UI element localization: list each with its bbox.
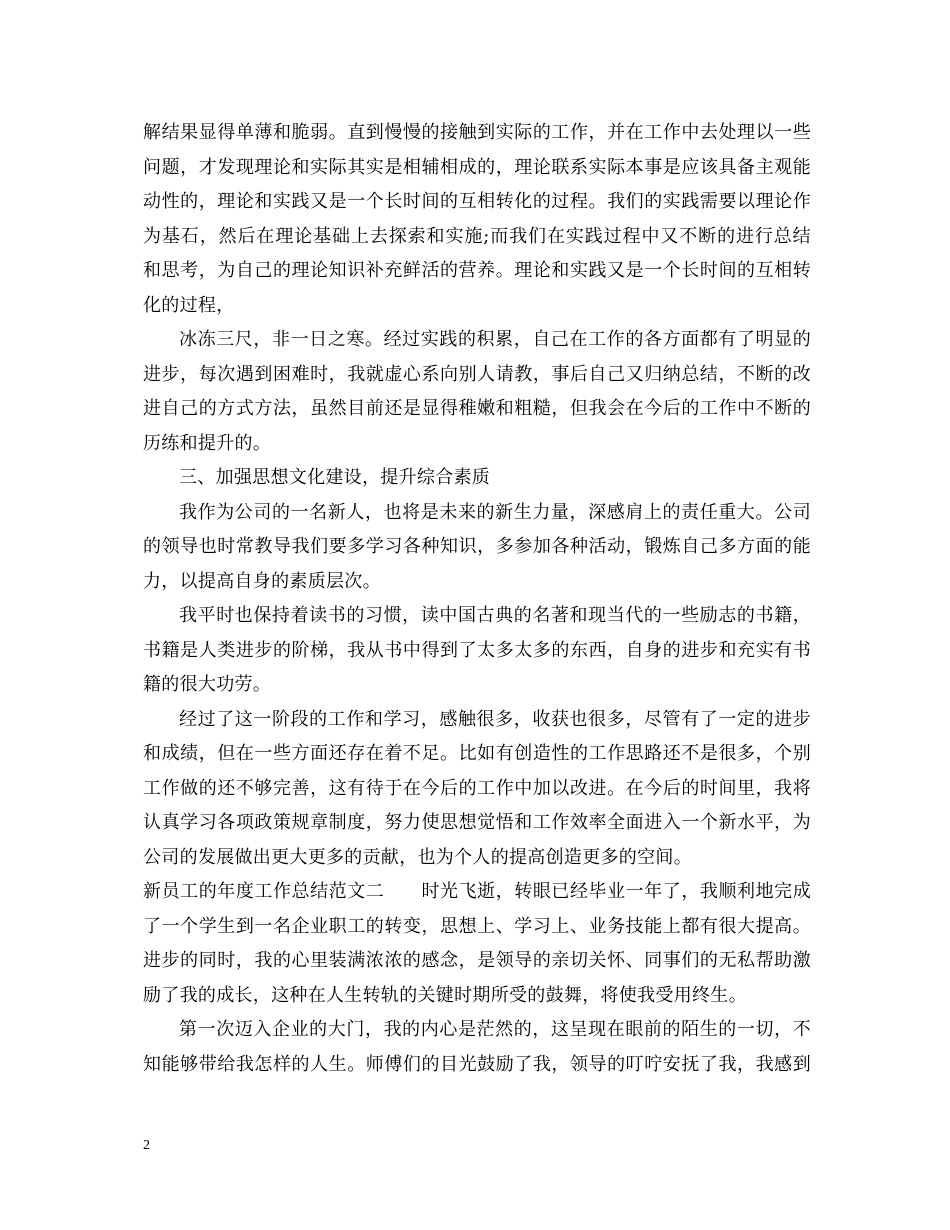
text-line: 工作做的还不够完善，这有待于在今后的工作中加以改进。在今后的时间里，我将 [143, 777, 811, 799]
text-line: 经过了这一阶段的工作和学习，感触很多，收获也很多，尽管有了一定的进步 [179, 708, 811, 730]
text-line: 知能够带给我怎样的人生。师傅们的目光鼓励了我，领导的叮咛安抚了我，我感到 [143, 1053, 811, 1075]
text-line: 化的过程， [143, 294, 235, 316]
text-line: 了一个学生到一名企业职工的转变，思想上、学习上、业务技能上都有很大提高。 [143, 915, 811, 937]
text-line: 我作为公司的一名新人，也将是未来的新生力量，深感肩上的责任重大。公司 [179, 501, 811, 523]
text-line: 籍的很大功劳。 [143, 674, 272, 695]
text-line: 历练和提升的。 [143, 432, 272, 454]
text-line: 认真学习各项政策规章制度，努力使思想觉悟和工作效率全面进入一个新水平，为 [143, 812, 811, 833]
text-line: 进步，每次遇到困难时，我就虚心系向别人请教，事后自己又归纳总结，不断的改 [143, 363, 811, 385]
text-line: 问题，才发现理论和实际其实是相辅相成的，理论联系实际本事是应该具备主观能 [143, 156, 811, 178]
text-line: 新员工的年度工作总结范文二 时光飞逝，转眼已经毕业一年了，我顺利地完成 [143, 881, 811, 902]
text-line: 励了我的成长，这种在人生转轨的关键时期所受的鼓舞，将使我受用终生。 [143, 984, 747, 1006]
text-line: 我平时也保持着读书的习惯，读中国古典的名著和现当代的一些励志的书籍， [179, 605, 811, 626]
text-line: 和成绩，但在一些方面还存在着不足。比如有创造性的工作思路还不是很多，个别 [143, 743, 811, 764]
section-heading: 三、加强思想文化建设，提升综合素质 [179, 467, 491, 488]
text-line: 动性的，理论和实践又是一个长时间的互相转化的过程。我们的实践需要以理论作 [143, 191, 811, 212]
text-line: 力，以提高自身的素质层次。 [143, 570, 381, 592]
body-text [143, 116, 811, 1082]
text-line: 第一次迈入企业的大门，我的内心是茫然的，这呈现在眼前的陌生的一切，不 [179, 1019, 811, 1040]
text-line: 解结果显得单薄和脆弱。直到慢慢的接触到实际的工作，并在工作中去处理以一些 [143, 122, 811, 143]
text-line: 书籍是人类进步的阶梯，我从书中得到了太多太多的东西，自身的进步和充实有书 [143, 639, 811, 661]
text-line: 为基石，然后在理论基础上去探索和实施;而我们在实践过程中又不断的进行总结 [143, 225, 811, 247]
text-line: 进自己的方式方法，虽然目前还是显得稚嫩和粗糙，但我会在今后的工作中不断的 [143, 398, 811, 419]
text-line: 和思考，为自己的理论知识补充鲜活的营养。理论和实践又是一个长时间的互相转 [143, 260, 811, 281]
page-number: 2 [143, 1138, 150, 1153]
text-line: 的领导也时常教导我们要多学习各种知识，多参加各种活动，锻炼自己多方面的能 [143, 536, 811, 557]
text-line: 冰冻三尺，非一日之寒。经过实践的积累，自己在工作的各方面都有了明显的 [179, 329, 811, 350]
text-line: 进步的同时，我的心里装满浓浓的感念，是领导的亲切关怀、同事们的无私帮助激 [143, 950, 811, 971]
text-line: 公司的发展做出更大更多的贡献，也为个人的提高创造更多的空间。 [143, 846, 692, 868]
